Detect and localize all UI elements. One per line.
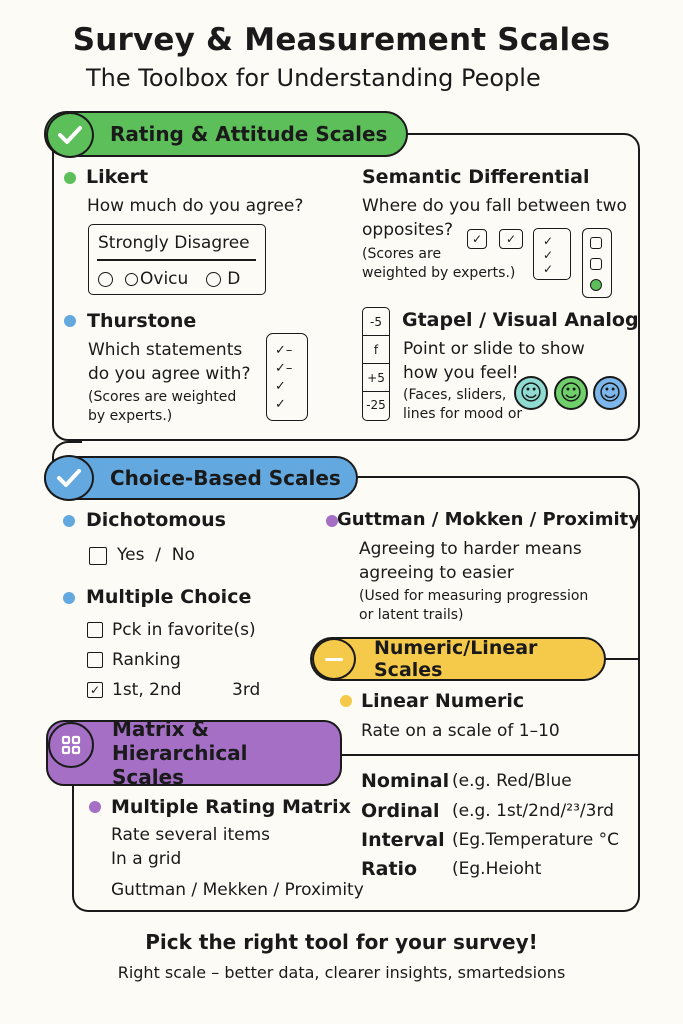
guttman-title: Guttman / Mokken / Proximity <box>337 509 640 530</box>
semantic-note-line1: (Scores are <box>362 246 442 262</box>
linear-text: Rate on a scale of 1–10 <box>361 721 560 741</box>
rating-section-header <box>44 111 408 157</box>
likert-radio-1[interactable] <box>98 272 113 287</box>
page-title: Survey & Measurement Scales <box>72 22 611 58</box>
guttman-line2: agreeing to easier <box>359 563 514 583</box>
choice-section-title: Choice-Based Scales <box>110 466 341 490</box>
visual-line1: Point or slide to show <box>403 339 585 359</box>
multiple-dot <box>63 592 75 604</box>
multiple-item-extra: 3rd <box>232 680 261 700</box>
rating-matrix-dot <box>89 801 101 813</box>
level-example-interval: (Eg.Temperature °C <box>452 830 620 850</box>
numeric-connector <box>600 658 640 660</box>
footer-tagline: Right scale – better data, clearer insights, smartedsions <box>117 963 566 982</box>
dichotomous-option: Yes / No <box>117 545 195 565</box>
level-example-ratio: (Eg.Heioht <box>452 859 542 879</box>
light-3 <box>590 279 602 291</box>
semantic-note-line2: weighted by experts.) <box>362 265 516 281</box>
likert-example-box <box>88 224 266 295</box>
level-name-interval: Interval <box>361 829 445 851</box>
visual-scale-icon <box>362 307 390 421</box>
thurstone-title: Thurstone <box>87 310 197 332</box>
rating-section-title: Rating & Attitude Scales <box>110 122 388 146</box>
level-example-ordinal: (e.g. 1st/2nd/²³/3rd <box>452 801 614 821</box>
linear-dot <box>340 695 352 707</box>
scale-mark-4: -25 <box>366 398 386 412</box>
matrix-footer-text: Guttman / Mekken / Proximity <box>111 880 364 900</box>
multiple-item-1: Pck in favorite(s) <box>112 620 256 640</box>
minus-circle-icon <box>312 638 356 680</box>
grid-circle-icon <box>48 722 94 768</box>
numeric-section-title: Numeric/Linear Scales <box>374 637 538 681</box>
scale-mark-3: +5 <box>363 364 389 392</box>
semantic-checklist-icon: ✓ ✓ ✓ <box>533 228 571 280</box>
likert-title: Likert <box>86 166 149 188</box>
likert-question: How much do you agree? <box>87 196 304 216</box>
level-example-nominal: (e.g. Red/Blue <box>452 771 572 791</box>
multiple-item-3: 1st, 2nd <box>112 680 182 700</box>
visual-title: Gtapel / Visual Analog <box>402 309 639 331</box>
likert-box-label: Strongly Disagree <box>98 233 250 253</box>
check-circle-icon-blue <box>44 455 94 501</box>
semantic-check-2[interactable]: ✓ <box>499 229 523 249</box>
level-name-ratio: Ratio <box>361 858 418 880</box>
likert-dot <box>64 172 76 184</box>
smiley-face-icon-3[interactable]: ☺ <box>593 376 627 410</box>
matrix-section-title-line1: Matrix & Hierarchical <box>112 717 248 765</box>
guttman-note-line1: (Used for measuring progression <box>359 588 589 604</box>
likert-radio-2[interactable] <box>125 273 138 286</box>
visual-note-line2: lines for mood or <box>403 406 523 422</box>
likert-option-2: D <box>227 269 241 289</box>
level-name-ordinal: Ordinal <box>361 800 440 822</box>
thurstone-line1: Which statements <box>88 340 243 360</box>
multiple-checkbox-2[interactable] <box>87 652 103 668</box>
scale-mark-2: f <box>363 336 389 364</box>
thurstone-line2: do you agree with? <box>88 364 251 384</box>
thurstone-note-line1: (Scores are weighted <box>88 389 237 405</box>
thurstone-dot <box>64 315 76 327</box>
footer-headline: Pick the right tool for your survey! <box>145 930 538 954</box>
likert-options <box>98 267 240 291</box>
thurstone-note-line2: by experts.) <box>88 408 173 424</box>
semantic-question-line2: opposites? <box>362 220 453 240</box>
level-name-nominal: Nominal <box>361 770 450 792</box>
rating-matrix-title: Multiple Rating Matrix <box>111 796 351 818</box>
rating-matrix-line1: Rate several items <box>111 825 271 845</box>
check-circle-icon <box>46 112 94 158</box>
multiple-item-2: Ranking <box>112 650 181 670</box>
smiley-face-icon-1[interactable]: ☺ <box>514 376 548 410</box>
smiley-face-icon-2[interactable]: ☺ <box>554 376 588 410</box>
likert-radio-3[interactable] <box>206 272 221 287</box>
guttman-line1: Agreeing to harder means <box>359 539 582 559</box>
traffic-light-icon <box>582 228 612 298</box>
matrix-section-title-line2: Scales <box>112 765 185 789</box>
guttman-note-line2: or latent trails) <box>359 607 464 623</box>
semantic-question-line1: Where do you fall between two <box>362 196 627 216</box>
dichotomous-title: Dichotomous <box>86 509 226 531</box>
dichotomous-dot <box>63 515 75 527</box>
semantic-title: Semantic Differential <box>362 166 590 188</box>
dichotomous-checkbox[interactable] <box>89 547 107 565</box>
visual-line2: how you feel! <box>403 363 519 383</box>
likert-divider <box>97 259 256 261</box>
light-2 <box>590 258 602 270</box>
linear-title: Linear Numeric <box>361 690 525 712</box>
thurstone-checklist-icon: ✓– ✓– ✓ ✓ <box>266 333 308 421</box>
multiple-title: Multiple Choice <box>86 586 252 608</box>
semantic-check-1[interactable]: ✓ <box>467 229 487 249</box>
scale-mark-1: -5 <box>363 308 389 336</box>
likert-option-1: Ovicu <box>140 269 189 289</box>
light-1 <box>590 237 602 249</box>
multiple-checkbox-1[interactable] <box>87 622 103 638</box>
page-subtitle: The Toolbox for Understanding People <box>86 64 541 92</box>
visual-note-line1: (Faces, sliders, <box>403 387 507 403</box>
rating-matrix-line2: In a grid <box>111 849 182 869</box>
multiple-checkbox-3[interactable]: ✓ <box>87 682 103 698</box>
